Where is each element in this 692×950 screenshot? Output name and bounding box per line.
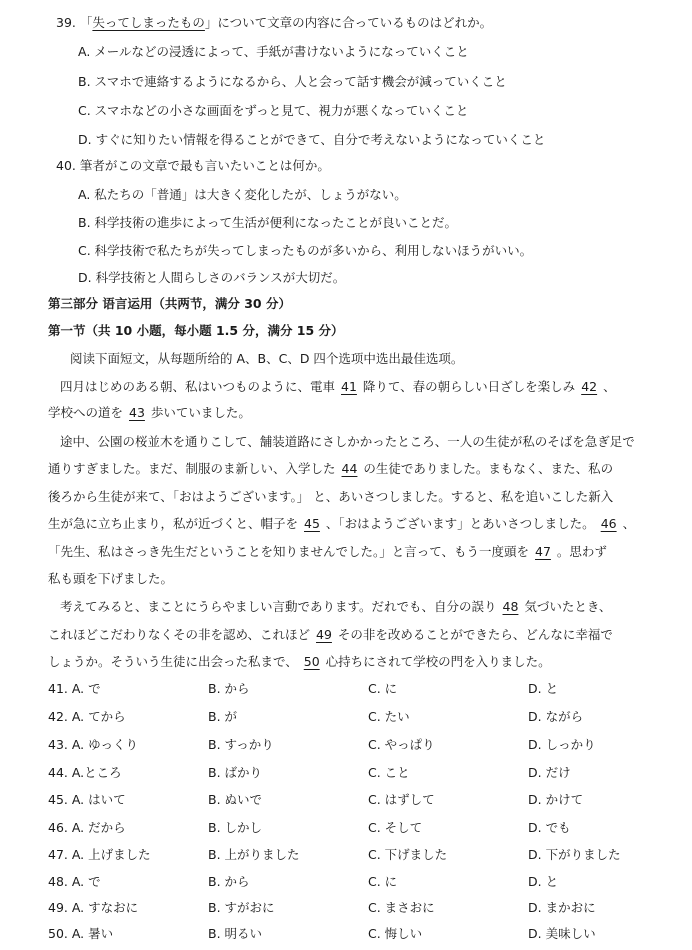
option-39-d: D. すぐに知りたい情報を得ることができて、自分で考えないようになっていくこと	[78, 132, 546, 147]
choice-row-50	[48, 925, 668, 943]
option-39-b: B. スマホで連絡するようになるから、人と会って話す機会が減っていくこと	[78, 74, 507, 89]
choice-c: C. に	[368, 874, 398, 889]
blank-42: 42	[581, 379, 598, 394]
option-39-a: A. メールなどの浸透によって、手紙が書けないようになっていくこと	[78, 44, 469, 59]
choice-b: B. しかし	[208, 820, 263, 835]
choice-c: C. 下げました	[368, 847, 448, 862]
question-number: 39.	[56, 15, 76, 30]
passage-line: しょうか。そういう生徒に出会った私まで、 50 心持ちにされて学校の門を入りました。	[48, 654, 551, 669]
choice-d: D. 美味しい	[528, 926, 596, 941]
passage-line: 学校への道を 43 歩いていました。	[48, 405, 251, 420]
choice-a: 48. A. で	[48, 874, 101, 889]
blank-49: 49	[316, 627, 332, 642]
blank-43: 43	[129, 405, 145, 420]
choice-b: B. が	[208, 709, 238, 724]
option-40-d: D. 科学技術と人間らしさのバランスが大切だ。	[78, 270, 346, 285]
passage-line: 後ろから生徒が来て、「おはようございます。」 と、あいさつしました。すると、私を追いこした新入	[48, 489, 614, 504]
choice-a: 49. A. すなおに	[48, 900, 139, 915]
choice-a: 41. A. で	[48, 681, 101, 696]
choice-row-48	[48, 873, 668, 891]
choice-d: D. ながら	[528, 709, 584, 724]
choice-c: C. に	[368, 681, 398, 696]
choice-row-42	[48, 708, 668, 726]
choice-b: B. から	[208, 874, 250, 889]
choice-row-43	[48, 736, 668, 754]
choice-c: C. やっぱり	[368, 737, 435, 752]
instruction: 阅读下面短文，从每题所给的 A、B、C、D 四个选项中选出最佳选项。	[70, 351, 464, 366]
passage-line: 考えてみると、まことにうらやましい言動であります。だれでも、自分の誤り 48 気づいたとき、	[60, 599, 612, 614]
passage-line: 私も頭を下げました。	[48, 571, 174, 586]
choice-d: D. でも	[528, 820, 571, 835]
choice-d: D. かけて	[528, 792, 584, 807]
choice-c: C. はずして	[368, 792, 435, 807]
choice-d: D. しっかり	[528, 737, 596, 752]
underlined-phrase: 失ってしまったもの	[92, 15, 205, 30]
question-39	[56, 14, 492, 32]
choice-row-47	[48, 846, 668, 864]
option-39-c: C. スマホなどの小さな画面をずっと見て、視力が悪くなっていくこと	[78, 103, 469, 118]
section-heading: 第三部分 语言运用（共两节，满分 30 分）	[48, 296, 291, 311]
choice-b: B. ぬいで	[208, 792, 263, 807]
choice-b: B. ばかり	[208, 765, 263, 780]
choice-a: 43. A. ゆっくり	[48, 737, 139, 752]
blank-48: 48	[502, 599, 519, 614]
choice-c: C. こと	[368, 765, 410, 780]
question-text: 」について文章の内容に合っているものはどれか。	[204, 15, 493, 30]
passage-line: 生が急に立ち止まり，私が近づくと、帽子を 45 、「おはようございます」とあいさつしました。 46 、	[48, 516, 636, 531]
choice-c: C. たい	[368, 709, 410, 724]
passage-line: 通りすぎました。まだ、制服のま新しい、入学した 44 の生徒でありました。まもなく、また、私の	[48, 461, 614, 476]
blank-50: 50	[303, 654, 320, 669]
choice-row-45	[48, 791, 668, 809]
blank-41: 41	[341, 379, 357, 394]
choice-a: 42. A. てから	[48, 709, 126, 724]
choice-a: 47. A. 上げました	[48, 847, 151, 862]
choice-d: D. と	[528, 874, 559, 889]
choice-a: 45. A. はいて	[48, 792, 126, 807]
choice-a: 46. A. だから	[48, 820, 126, 835]
choice-row-41	[48, 680, 668, 698]
choice-b: B. から	[208, 681, 250, 696]
choice-row-46	[48, 819, 668, 837]
choice-b: B. すっかり	[208, 737, 274, 752]
choice-b: B. 上がりました	[208, 847, 300, 862]
choice-d: D. と	[528, 681, 559, 696]
choice-row-44	[48, 764, 668, 782]
choice-c: C. 悔しい	[368, 926, 423, 941]
option-40-a: A. 私たちの「普通」は大きく変化したが、しょうがない。	[78, 187, 407, 202]
question-40: 40. 筆者がこの文章で最も言いたいことは何か。	[56, 158, 330, 173]
quote-open: 「	[79, 15, 93, 30]
passage-line: 途中、公園の桜並木を通りこして、舗装道路にさしかかったところ、一人の生徒が私のそばを急ぎ足で	[60, 434, 635, 449]
choice-d: D. だけ	[528, 765, 571, 780]
blank-47: 47	[535, 544, 551, 559]
choice-c: C. まさおに	[368, 900, 435, 915]
choice-c: C. そして	[368, 820, 423, 835]
blank-46: 46	[600, 516, 617, 531]
passage-line: 四月はじめのある朝、私はいつものように、電車 41 降りて、春の朝らしい日ざしを楽しみ 42 、	[60, 379, 616, 394]
choice-b: B. すがおに	[208, 900, 275, 915]
subsection-heading: 第一节（共 10 小题，每小题 1.5 分，满分 15 分）	[48, 323, 344, 338]
option-40-c: C. 科学技術で私たちが失ってしまったものが多いから、利用しないほうがいい。	[78, 243, 533, 258]
choice-d: D. まかおに	[528, 900, 596, 915]
option-40-b: B. 科学技術の進歩によって生活が便利になったことが良いことだ。	[78, 215, 458, 230]
choice-a: 44. A.ところ	[48, 765, 122, 780]
blank-45: 45	[304, 516, 320, 531]
choice-row-49	[48, 899, 668, 917]
blank-44: 44	[341, 461, 358, 476]
choice-b: B. 明るい	[208, 926, 263, 941]
passage-line: これほどこだわりなくその非を認め、これほど 49 その非を改めることができたら、どんなに幸福で	[48, 627, 613, 642]
passage-line: 「先生、私はさっき先生だということを知りませんでした。」と言って、もう一度頭を 47 。思わず	[48, 544, 607, 559]
choice-a: 50. A. 暑い	[48, 926, 114, 941]
choice-d: D. 下がりました	[528, 847, 621, 862]
